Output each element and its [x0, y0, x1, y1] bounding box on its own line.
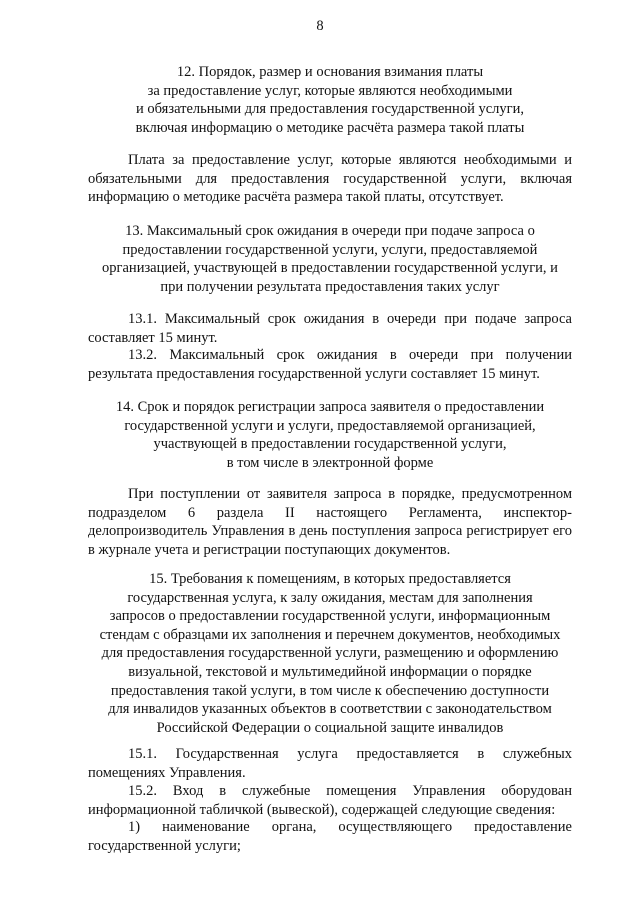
heading-line: предоставления такой услуги, в том числе к обеспечению доступности — [110, 682, 550, 699]
paragraph-13-2: 13.2. Максимальный срок ожидания в очереди при получении результата предоставления государственной услуги составляет 15 минут. — [88, 347, 572, 382]
heading-line: участвующей в предоставлении государственной услуги, — [153, 436, 507, 453]
heading-line: государственная услуга, к залу ожидания, местам для заполнения — [127, 589, 533, 606]
heading-line: при получении результата предоставления таких услуг — [160, 278, 500, 295]
heading-line: включая информацию о методике расчёта размера такой платы — [135, 119, 525, 136]
heading-line: за предоставление услуг, которые являются необходимыми — [147, 82, 513, 99]
heading-line: 13. Максимальный срок ожидания в очереди при подаче запроса о — [125, 223, 535, 239]
page-number: 8 — [316, 18, 324, 34]
heading-line: в том числе в электронной форме — [226, 454, 434, 471]
section-14-paragraph: При поступлении от заявителя запроса в порядке, предусмотренном подразделом 6 раздела II настоящего Регламента, инспектор-делопроизводитель Управления в день поступления запроса регистрирует его в журнале учета и регистрации поступающих документов. — [88, 486, 572, 558]
heading-line: Российской Федерации о социальной защите инвалидов — [156, 719, 504, 736]
paragraph-15-1: 15.1. Государственная услуга предоставляется в служебных помещениях Управления. — [88, 746, 572, 781]
section-12-heading — [88, 63, 572, 137]
heading-line: для предоставления государственной услуги, размещению и оформлению — [101, 645, 559, 662]
heading-line: стендам с образцами их заполнения и перечнем документов, необходимых — [99, 626, 561, 643]
heading-line: запросов о предоставлении государственной услуги, информационным — [109, 608, 551, 625]
heading-line: 14. Срок и порядок регистрации запроса заявителя о предоставлении — [115, 399, 545, 415]
section-13-heading — [88, 222, 572, 296]
heading-line: 15. Требования к помещениям, в которых предоставляется — [149, 571, 511, 587]
heading-line: и обязательными для предоставления государственной услуги, — [136, 101, 524, 118]
heading-line: визуальной, текстовой и мультимедийной информации о порядке — [128, 663, 532, 680]
paragraph-15-2: 15.2. Вход в служебные помещения Управления оборудован информационной табличкой (вывеской), содержащей следующие сведения: — [88, 783, 572, 818]
heading-line: 12. Порядок, размер и основания взимания платы — [176, 64, 484, 80]
section-14-heading — [88, 398, 572, 472]
paragraph-13-1: 13.1. Максимальный срок ожидания в очереди при подаче запроса составляет 15 минут. — [88, 311, 572, 346]
heading-line: государственной услуги и услуги, предоставляемой организацией, — [124, 417, 536, 434]
section-15-heading — [88, 570, 572, 737]
section-12-paragraph: Плата за предоставление услуг, которые являются необходимыми и обязательными для предоставления государственной услуги, включая информацию о методике расчёта размера такой платы, отсутствует. — [88, 152, 572, 206]
heading-line: для инвалидов указанных объектов в соответствии с законодательством — [108, 701, 552, 718]
paragraph-15-2-item-1: 1) наименование органа, осуществляющего предоставление государственной услуги; — [88, 819, 572, 854]
heading-line: предоставлении государственной услуги, услуги, предоставляемой — [122, 241, 538, 258]
heading-line: организацией, участвующей в предоставлении государственной услуги, и — [102, 260, 558, 277]
